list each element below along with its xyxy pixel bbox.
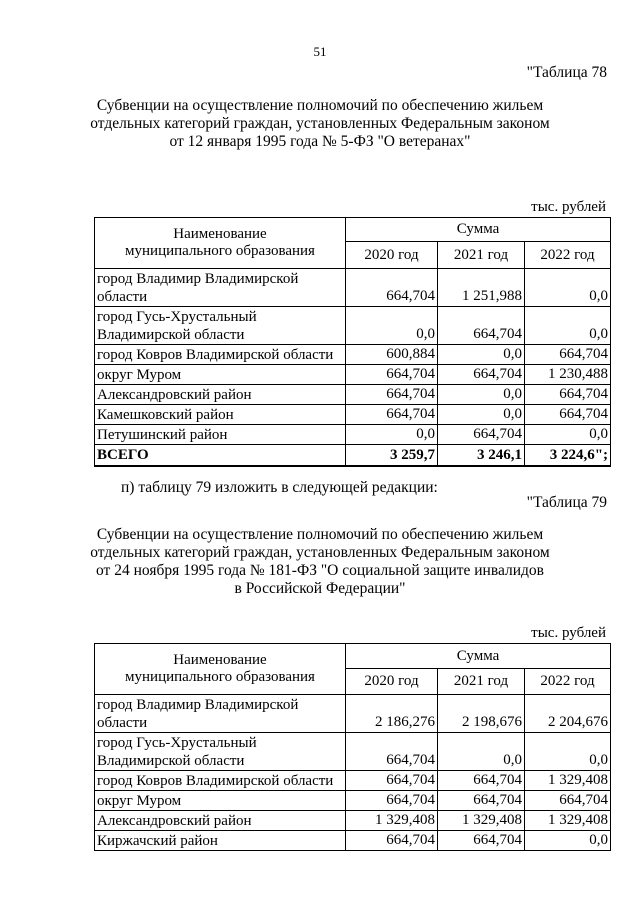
row-value: 664,704 <box>525 791 611 811</box>
row-value: 664,704 <box>438 771 525 791</box>
row-value: 664,704 <box>525 385 611 405</box>
row-name-line: Камешковский район <box>97 406 234 423</box>
row-value: 0,0 <box>525 307 611 345</box>
row-name <box>95 831 346 851</box>
row-name-line: город Ковров Владимирской области <box>97 346 334 363</box>
row-name-line: город Владимир Владимирской <box>97 696 299 713</box>
intro-text: п) таблицу 79 изложить в следующей редакции: <box>121 479 438 496</box>
title-line: от 12 января 1995 года № 5-ФЗ "О ветеранах" <box>169 133 471 150</box>
row-value: 0,0 <box>438 733 525 771</box>
row-value: 664,704 <box>346 831 438 851</box>
row-value: 2 204,676 <box>525 695 611 733</box>
table-row <box>95 791 611 811</box>
row-value: 0,0 <box>525 831 611 851</box>
row-name <box>95 733 346 771</box>
table-row <box>95 307 611 345</box>
row-name-line: Петушинский район <box>97 426 228 443</box>
table-row <box>95 831 611 851</box>
table-78-label: "Таблица 78 <box>526 64 607 81</box>
header-name-line: Наименование <box>173 226 267 242</box>
table-row <box>95 385 611 405</box>
row-name-line: Владимирской области <box>97 326 245 343</box>
row-value: 2 186,276 <box>346 695 438 733</box>
row-name-line: Александровский район <box>97 386 252 403</box>
row-value: 1 251,988 <box>438 269 525 307</box>
table-row <box>95 405 611 425</box>
table-78-title <box>80 97 560 151</box>
table-row <box>95 733 611 771</box>
row-value: 0,0 <box>438 385 525 405</box>
row-value: 664,704 <box>346 733 438 771</box>
row-value: 664,704 <box>346 385 438 405</box>
row-value: 0,0 <box>346 425 438 445</box>
page-number: 51 <box>313 44 327 59</box>
header-year: 2021 год <box>438 669 525 695</box>
row-name <box>95 695 346 733</box>
row-name-line: Киржачский район <box>97 832 218 849</box>
table-row <box>95 425 611 445</box>
table-row <box>95 771 611 791</box>
header-name <box>95 218 346 269</box>
title-line: отдельных категорий граждан, установленных Федеральным законом <box>90 544 550 561</box>
table-79-body <box>95 695 611 851</box>
title-line: отдельных категорий граждан, установленных Федеральным законом <box>90 115 550 132</box>
row-name <box>95 269 346 307</box>
row-name-line: области <box>97 714 148 731</box>
row-value: 664,704 <box>438 425 525 445</box>
row-value: 600,884 <box>346 345 438 365</box>
table-row <box>95 811 611 831</box>
header-name-line: муниципального образования <box>125 669 315 685</box>
table-79-unit: тыс. рублей <box>531 625 606 641</box>
row-value: 664,704 <box>346 791 438 811</box>
table-row <box>95 695 611 733</box>
row-name-line: округ Муром <box>97 792 182 809</box>
total-value: 3 224,6"; <box>525 445 611 466</box>
header-sum: Сумма <box>346 218 611 242</box>
row-value: 0,0 <box>525 425 611 445</box>
title-line: от 24 ноября 1995 года № 181-ФЗ "О социальной защите инвалидов <box>96 562 544 579</box>
row-name-line: город Гусь-Хрустальный <box>97 308 257 325</box>
title-line: Субвенции на осуществление полномочий по обеспечению жильем <box>96 97 544 114</box>
row-value: 0,0 <box>525 269 611 307</box>
row-value: 664,704 <box>438 831 525 851</box>
total-label: ВСЕГО <box>95 445 346 466</box>
row-value: 664,704 <box>346 365 438 385</box>
table-row <box>95 269 611 307</box>
table-79-label: "Таблица 79 <box>526 494 607 511</box>
row-name-line: город Гусь-Хрустальный <box>97 734 257 751</box>
header-year: 2022 год <box>525 669 611 695</box>
row-name-line: город Владимир Владимирской <box>97 270 299 287</box>
row-name <box>95 811 346 831</box>
row-name-line: Александровский район <box>97 812 252 829</box>
table-79-title <box>80 526 560 598</box>
row-name <box>95 307 346 345</box>
row-name-line: город Ковров Владимирской области <box>97 772 334 789</box>
row-name <box>95 425 346 445</box>
table-78-unit: тыс. рублей <box>531 199 606 215</box>
row-value: 0,0 <box>438 345 525 365</box>
table-row <box>95 365 611 385</box>
header-year: 2020 год <box>346 669 438 695</box>
row-name <box>95 405 346 425</box>
table-79 <box>94 643 611 851</box>
table-78-body <box>95 269 611 445</box>
row-value: 0,0 <box>525 733 611 771</box>
row-value: 664,704 <box>346 269 438 307</box>
header-year: 2022 год <box>525 242 611 269</box>
header-name-line: Наименование <box>173 652 267 668</box>
row-name-line: области <box>97 288 148 305</box>
row-value: 664,704 <box>525 345 611 365</box>
table-row <box>95 345 611 365</box>
total-value: 3 259,7 <box>346 445 438 466</box>
row-value: 664,704 <box>438 307 525 345</box>
row-value: 1 329,408 <box>525 771 611 791</box>
row-value: 1 230,488 <box>525 365 611 385</box>
row-name <box>95 385 346 405</box>
title-line: в Российской Федерации" <box>234 580 406 597</box>
header-name <box>95 644 346 695</box>
header-name-line: муниципального образования <box>125 243 315 259</box>
row-name <box>95 791 346 811</box>
row-value: 1 329,408 <box>438 811 525 831</box>
row-value: 2 198,676 <box>438 695 525 733</box>
row-name <box>95 345 346 365</box>
row-value: 0,0 <box>346 307 438 345</box>
header-year: 2020 год <box>346 242 438 269</box>
table-78 <box>94 217 611 467</box>
total-value: 3 246,1 <box>438 445 525 466</box>
row-value: 1 329,408 <box>525 811 611 831</box>
row-value: 1 329,408 <box>346 811 438 831</box>
row-value: 664,704 <box>438 791 525 811</box>
row-value: 664,704 <box>346 771 438 791</box>
row-value: 664,704 <box>438 365 525 385</box>
row-value: 0,0 <box>438 405 525 425</box>
row-name <box>95 771 346 791</box>
row-value: 664,704 <box>346 405 438 425</box>
row-value: 664,704 <box>525 405 611 425</box>
row-name <box>95 365 346 385</box>
table-row-total <box>95 445 611 466</box>
row-name-line: округ Муром <box>97 366 182 383</box>
header-year: 2021 год <box>438 242 525 269</box>
title-line: Субвенции на осуществление полномочий по обеспечению жильем <box>96 526 544 543</box>
row-name-line: Владимирской области <box>97 752 245 769</box>
header-sum: Сумма <box>346 644 611 669</box>
